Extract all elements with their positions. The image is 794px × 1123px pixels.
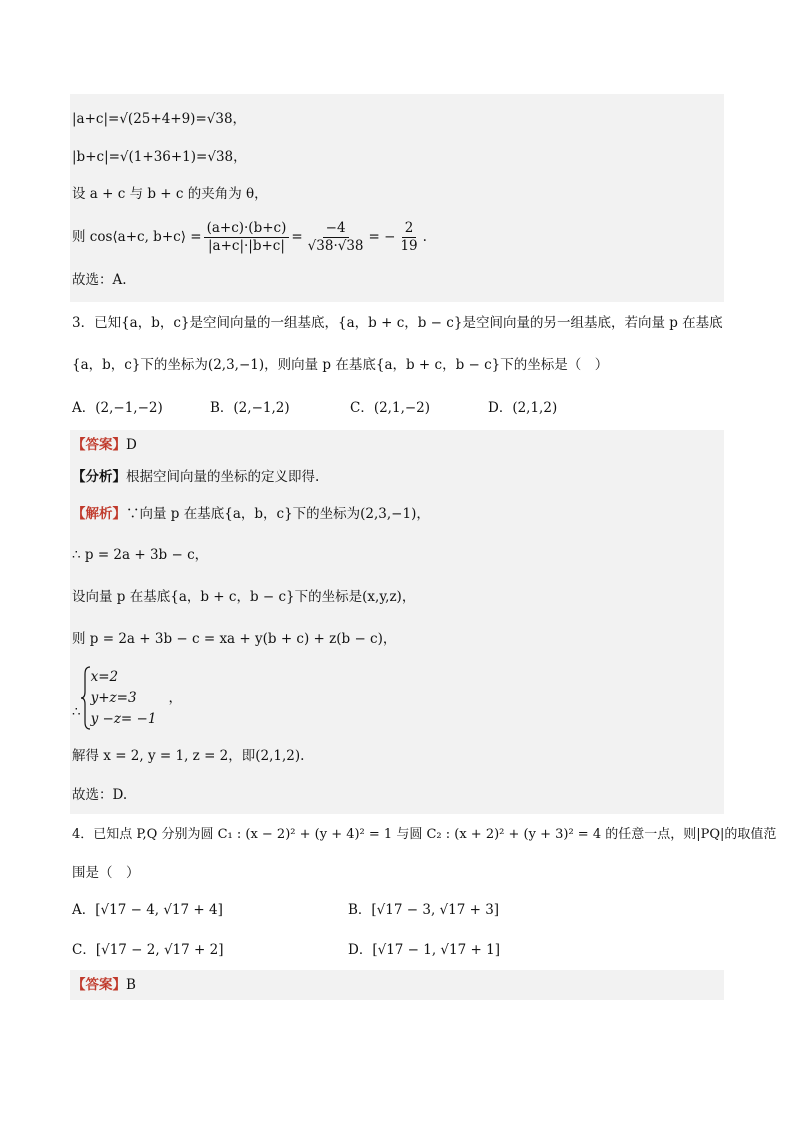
q3-solution-label: 【解析】 xyxy=(72,506,126,522)
question-3 xyxy=(70,302,724,430)
q3-system-lines xyxy=(91,667,157,730)
cosine-line xyxy=(72,212,722,262)
q3-system-end: ， xyxy=(168,690,182,706)
q4-option-a: A．[√17 − 4, √17 + 4] xyxy=(72,902,223,918)
cosine-prefix: 则 cos⟨a+c, b+c⟩ = xyxy=(72,229,202,245)
q4-answer-block xyxy=(70,970,724,1000)
q3-options xyxy=(72,386,722,430)
q3-system-eq-2: y+z=3 xyxy=(90,689,137,706)
q3-answer-value: D xyxy=(126,437,137,453)
q3-analysis-text: 根据空间向量的坐标的定义即得. xyxy=(126,469,320,485)
cosine-fraction-3-den: 19 xyxy=(400,237,418,254)
q3-system-eq-1: x=2 xyxy=(90,668,119,685)
q3-analysis-line xyxy=(72,460,722,494)
q4-answer-value: B xyxy=(126,977,136,993)
q3-stem-line-2: {a，b，c}下的坐标为(2,3,−1)，则向量 p 在基底{a，b + c，b − c}下的坐标是（ ） xyxy=(72,357,609,373)
prev-conclusion: 故选：A. xyxy=(72,272,127,288)
q3-answer-line xyxy=(72,430,722,460)
cosine-fraction-2-den: √38·√38 xyxy=(307,237,364,254)
cosine-end: . xyxy=(422,229,427,245)
q4-answer-label: 【答案】 xyxy=(72,977,126,993)
cosine-fraction-3-num: 2 xyxy=(402,220,417,238)
q4-stem-line-1: 4．已知点 P,Q 分别为圆 C₁ : (x − 2)² + (y + 4)² = 1 与圆 C₂ : (x + 2)² + (y + 3)² = 4 的任意一点，则|PQ|的取值范 xyxy=(72,827,777,842)
q3-solution-line-3: 设向量 p 在基底{a，b + c，b − c}下的坐标是(x,y,z)， xyxy=(72,589,416,605)
q3-option-b: B．(2,−1,2) xyxy=(210,400,290,416)
cosine-equals-2: = − xyxy=(368,229,396,245)
q3-option-d: D．(2,1,2) xyxy=(488,400,558,416)
q3-system xyxy=(72,666,182,730)
magnitude-line-2: |b+c|=√(1+36+1)=√38， xyxy=(72,149,247,165)
q4-stem-line-2: 围是（ ） xyxy=(72,865,140,881)
q3-system-therefore: ∴ xyxy=(72,704,81,720)
left-brace-icon xyxy=(81,666,91,730)
magnitude-line-1: |a+c|=√(25+4+9)=√38， xyxy=(72,111,247,127)
q3-equation-system xyxy=(72,660,722,736)
prev-solution-block xyxy=(70,94,724,302)
q4-options-row-1 xyxy=(72,890,722,930)
q4-options-row-2 xyxy=(72,930,722,970)
cosine-equals: = xyxy=(291,229,303,245)
q4-answer-line xyxy=(72,970,722,1000)
cosine-fraction-3 xyxy=(397,220,420,255)
q3-solution-text-1: ∵向量 p 在基底{a，b，c}下的坐标为(2,3,−1)， xyxy=(126,506,430,522)
q4-option-b: B．[√17 − 3, √17 + 3] xyxy=(348,902,500,918)
q4-option-c: C．[√17 − 2, √17 + 2] xyxy=(72,942,224,958)
q3-analysis-label: 【分析】 xyxy=(72,469,126,485)
q3-option-c: C．(2,1,−2) xyxy=(350,400,431,416)
q3-option-a: A．(2,−1,−2) xyxy=(72,400,163,416)
q3-solution-line-2: ∴ p = 2a + 3b − c， xyxy=(72,547,209,563)
q3-conclusion: 故选：D. xyxy=(72,787,128,803)
document-page xyxy=(70,94,777,1000)
q3-answer-label: 【答案】 xyxy=(72,437,126,453)
q3-solution-line-1 xyxy=(72,494,722,534)
q3-system-eq-3: y −z= −1 xyxy=(90,710,157,727)
q3-stem-line-1: 3．已知{a，b，c}是空间向量的一组基底，{a，b + c，b − c}是空间向量的另一组基底，若向量 p 在基底 xyxy=(72,315,723,331)
cosine-fraction-1-den: |a+c|·|b+c| xyxy=(208,237,285,254)
cosine-fraction-1-num: (a+c)·(b+c) xyxy=(204,220,290,238)
angle-definition-line: 设 a + c 与 b + c 的夹角为 θ， xyxy=(72,186,268,202)
cosine-fraction-1 xyxy=(204,220,290,255)
q3-solution-line-4: 则 p = 2a + 3b − c = xa + y(b + c) + z(b − c)， xyxy=(72,631,397,647)
q3-solution-line-5: 解得 x = 2, y = 1, z = 2，即(2,1,2). xyxy=(72,748,305,764)
cosine-fraction-2-num: −4 xyxy=(323,220,349,238)
cosine-fraction-2 xyxy=(305,220,367,255)
q4-option-d: D．[√17 − 1, √17 + 1] xyxy=(348,942,500,958)
q3-solution-block xyxy=(70,430,724,814)
question-4 xyxy=(70,814,777,970)
